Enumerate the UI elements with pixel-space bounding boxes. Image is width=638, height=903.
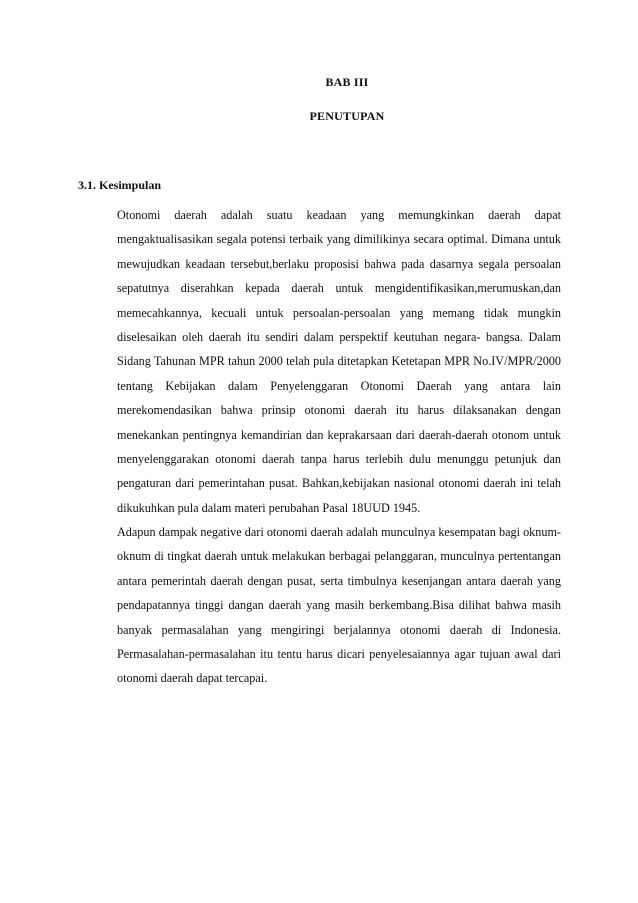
section-heading: 3.1. Kesimpulan xyxy=(78,178,162,192)
chapter-title: PENUTUPAN xyxy=(309,109,385,123)
paragraph-impact: Adapun dampak negative dari otonomi daerah adalah munculnya kesempatan bagi oknum-oknum di tingkat daerah untuk melakukan berbagai pelanggaran, munculnya pertentangan antara pemerintah daerah dengan pusat, serta timbulnya kesenjangan antara daerah yang pendapatannya tinggi dangan daerah yang masih berkembang.Bisa dilihat bahwa masih banyak permasalahan yang mengiringi berjalannya otonomi daerah di Indonesia. Permasalahan-permasalahan itu tentu harus dicari penyelesaiannya agar tujuan awal dari otonomi daerah dapat tercapai. xyxy=(117,525,561,686)
chapter-number: BAB III xyxy=(325,75,369,89)
paragraph-conclusion: Otonomi daerah adalah suatu keadaan yang memungkinkan daerah dapat mengaktualisasikan segala potensi terbaik yang dimilikinya secara optimal. Dimana untuk mewujudkan keadaan tersebut,berlaku proposisi bahwa pada dasarnya segala persoalan sepatutnya diserahkan kepada daerah untuk mengidentifikasikan,merumuskan,dan memecahkannya, kecuali untuk persoalan-persoalan yang memang tidak mungkin diselesaikan oleh daerah itu sendiri dalam perspektif keutuhan negara- bangsa. Dalam Sidang Tahunan MPR tahun 2000 telah pula ditetapkan Ketetapan MPR No.IV/MPR/2000 tentang Kebijakan dalam Penyelenggaran Otonomi Daerah yang antara lain merekomendasikan bahwa prinsip otonomi daerah itu harus dilaksanakan dengan menekankan pentingnya kemandirian dan keprakarsaan dari daerah-daerah otonom untuk menyelenggarakan otonomi daerah tanpa harus terlebih dulu menunggu petunjuk dan pengaturan dari pemerintahan pusat. Bahkan,kebijakan nasional otonomi daerah ini telah dikukuhkan pula dalam materi perubahan Pasal 18UUD 1945. xyxy=(117,208,561,515)
